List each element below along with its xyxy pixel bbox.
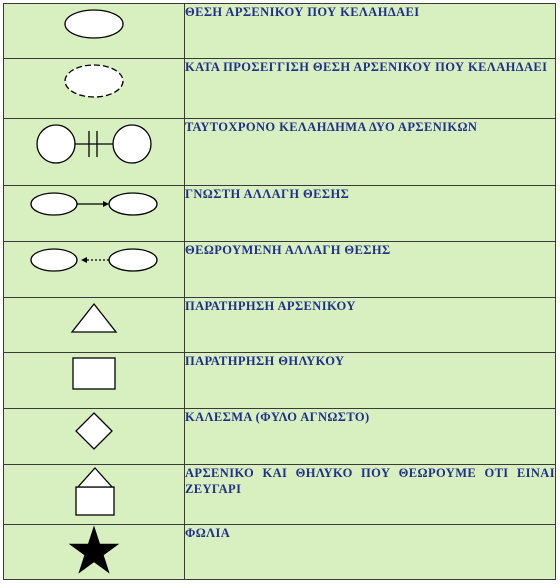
symbol-cell xyxy=(4,353,185,409)
symbol-cell xyxy=(4,4,185,59)
assumed-move-icon xyxy=(29,242,159,278)
symbol-cell xyxy=(4,525,185,580)
square-icon xyxy=(64,353,124,393)
legend-row xyxy=(4,465,556,525)
legend-label: ΠΑΡΑΤΗΡΗΣΗ ΑΡΣΕΝΙΚΟΥ xyxy=(185,298,556,353)
legend-label: ΑΡΣΕΝΙΚΟ ΚΑΙ ΘΗΛΥΚΟ ΠΟΥ ΘΕΩΡΟΥΜΕ ΟΤΙ ΕΙΝΑΙ ΖΕΥΓΑΡΙ xyxy=(185,465,556,525)
legend-label: ΚΑΛΕΣΜΑ (ΦΥΛΟ ΑΓΝΩΣΤΟ) xyxy=(185,409,556,465)
diamond-icon xyxy=(64,409,124,453)
legend-label: ΘΕΩΡΟΥΜΕΝΗ ΑΛΛΑΓΗ ΘΕΣΗΣ xyxy=(185,242,556,298)
legend-row xyxy=(4,409,556,465)
legend-label: ΠΑΡΑΤΗΡΗΣΗ ΘΗΛΥΚΟΥ xyxy=(185,353,556,409)
legend-row xyxy=(4,242,556,298)
simultaneous-singing-icon xyxy=(34,119,154,169)
legend-row xyxy=(4,59,556,119)
solid-ellipse-icon xyxy=(59,4,129,44)
symbol-cell xyxy=(4,298,185,353)
symbol-cell xyxy=(4,119,185,186)
pair-house-icon xyxy=(64,465,124,519)
legend-row xyxy=(4,186,556,242)
symbol-cell xyxy=(4,409,185,465)
legend-row xyxy=(4,298,556,353)
legend-label: ΘΕΣΗ ΑΡΣΕΝΙΚΟΥ ΠΟΥ ΚΕΛΑΗΔΑΕΙ xyxy=(185,4,556,59)
symbol-cell xyxy=(4,186,185,242)
legend-row xyxy=(4,525,556,580)
symbol-cell xyxy=(4,465,185,525)
known-move-icon xyxy=(29,186,159,222)
symbol-cell xyxy=(4,242,185,298)
dashed-ellipse-icon xyxy=(59,59,129,103)
symbol-cell xyxy=(4,59,185,119)
legend-row xyxy=(4,353,556,409)
legend-label: ΦΩΛΙΑ xyxy=(185,525,556,580)
legend-row xyxy=(4,4,556,59)
legend-row xyxy=(4,119,556,186)
triangle-icon xyxy=(64,298,124,338)
legend-label: ΓΝΩΣΤΗ ΑΛΛΑΓΗ ΘΕΣΗΣ xyxy=(185,186,556,242)
legend-label: ΤΑΥΤΟΧΡΟΝΟ ΚΕΛΑΗΔΗΜΑ ΔΥΟ ΑΡΣΕΝΙΚΩΝ xyxy=(185,119,556,186)
legend-label: ΚΑΤΑ ΠΡΟΣΕΓΓΙΣΗ ΘΕΣΗ ΑΡΣΕΝΙΚΟΥ ΠΟΥ ΚΕΛΑΗΔΑΕΙ xyxy=(185,59,556,119)
legend-table xyxy=(3,3,556,580)
star-icon xyxy=(64,525,124,577)
